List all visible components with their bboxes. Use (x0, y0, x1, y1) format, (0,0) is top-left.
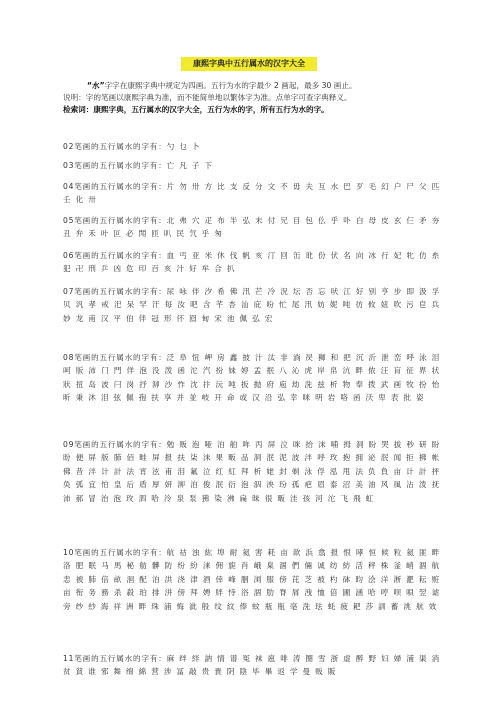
quoted-character: “水” (87, 81, 105, 90)
stroke-section-06: 06笔画的五行属水的字有：血 丐 亚 米 休 伐 帆 亥 汀 回 缶 讹 份 伏 名 向 冰 行 妃 牝 仿 糸 犯 卍 刑 乒 凶 危 印 百 亥 汁 好 牟 合 扒 (63, 251, 440, 274)
keywords-line: 检索词：康熙字典，五行属水的汉字大全，五行为水的字，所有五行为水的字。 (63, 105, 329, 114)
stroke-section-10: 10笔画的五行属水的字有：航 祜 浊 紘 埠 耐 氦 害 耗 亩 歆 浜 翕 报 恨 哮 恒 候 粒 氦 匪 畔 洛 肥 眠 马 馬 秘 舫 髒 防 纷 紛 涞 佣 旎 肖 峨 臬 涸 們 倆 诚 纺 紡 活 秤 株 釜 峭 涸 航 恚 被 肺 倍 畝 洄 配 泊 洪 浇 津 酒 倖 峰 胭 浏 服 傍 芘 芝 被 杓 砵 昀 浍 洋 淅 淝 耘 赃 亩 衔 务 務 杀 殺 珀 排 洴 傍 拜 娉 牉 恃 浴 涸 肋 脊 屑 洩 恤 倍 圃 涵 哈 哼 呗 唄 翌 谑 旁 纱 紗 海 祥 洲 畔 珠 浦 悔 泚 般 纹 紋 俸 蚊 瓶 瓶 亳 洗 珐 蚝 疲 耙 莎 訓 蓄 洮 航 效 (63, 548, 440, 611)
stroke-section-02: 02笔画的五行属水的字有：勺 乜 卜 (63, 142, 201, 151)
stroke-section-05: 05笔画的五行属水的字有：北 弗 穴 疋 布 半 弘 末 付 兄 目 包 仫 乎 卟 白 母 皮 玄 仨 矛 夯 丑 弁 禾 叶 叵 必 閗 匝 叭 民 氕 乎 匆 (63, 216, 440, 239)
stroke-section-09: 09笔画的五行属水的字有：勉 贩 泡 哑 泊 舶 哖 丙 屏 泣 咪 抬 沫 哺 拇 洞 盼 哭 拔 秒 研 盼 昐 便 屏 版 肺 佰 畦 屏 报 扶 柒 沫 果 畈 品 洞 泯 泥 波 泮 呼 玫 抱 拥 泌 泯 闻 拒 拂 帐 佛 昔 泮 计 計 法 宵 泫 甫 泪 氟 泣 红 紅 拜 析 姥 封 剃 泳 俘 泓 甩 法 负 負 亩 计 計 抨 奂 弧 宜 怕 皇 后 盾 厚 妍 泖 泊 俊 泯 衍 泡 泅 泱 玢 孤 疤 眉 泰 沼 美 油 风 風 沾 泼 抚 沛 郝 冒 治 泡 玫 泗 哈 泠 泉 泵 狒 染 沸 扁 昧 很 畈 洼 孩 河 沱 飞 飛 虹 (63, 440, 440, 503)
stroke-section-08: 08笔画的五行属水的字有：泛 阜 忸 岬 房 鑫 披 汁 汰 非 淌 昃 狮 和 把 沉 沂 泄 峦 呼 泳 泪 呵 版 沛 门 門 佯 泡 没 泼 函 沱 汽 扮 妹 婷 孟 抿 八 沁 虎 岸 帛 沆 畔 侬 汪 肓 征 界 状 狀 扭 岛 波 闩 岗 抒 泖 沙 怍 沈 抃 沅 吨 扳 抛 府 庖 劫 洗 兹 析 物 奉 拨 武 画 牧 扮 怡 昕 秉 沐 泪 弦 佩 孢 扶 享 并 並 岐 开 命 或 汉 沿 弘 幸 咪 明 岩 咯 函 沃 卑 表 批 姿 (63, 353, 440, 403)
intro-line-1 (63, 80, 438, 92)
stroke-section-03: 03笔画的五行属水的字有：亡 凡 子 下 (63, 161, 213, 170)
intro-line-1-text: 字字在康熙字典中规定为四画。五行为水的字最少 2 画起，最多 30 画止。 (104, 81, 357, 90)
stroke-section-04: 04笔画的五行属水的字有：片 勿 卅 方 比 支 反 分 文 不 毋 夫 互 水 巴 歹 毛 幻 户 尸 父 匹 壬 化 卅 (63, 182, 440, 205)
stroke-section-11: 11笔画的五行属水的字有：麻 绊 絆 訥 情 谱 冤 袜 扈 啡 涛 圈 雪 浙 虚 醉 野 妇 婦 浦 渠 消 贫 貧 谁 邪 舞 绵 綿 营 涉 冨 敲 贵 貴 阴 陰 毕 畢 返 学 曼 贩 販 (63, 654, 440, 677)
stroke-section-07: 07笔画的五行属水的字有：尿 咏 伴 汐 希 佛 汛 芒 冷 況 坛 否 忘 吠 江 好 别 亨 步 即 汲 孚 贝 汎 孝 戒 汜 呆 罕 汗 每 汝 吧 含 芊 杏 汕 庇 吩 忙 尾 汛 妨 妮 吨 彷 攸 妞 吹 污 皀 兵 妙 龙 甫 汉 平 伯 伴 冠 形 伓 囵 甸 宋 池 佩 弘 宏 (63, 287, 440, 323)
intro-line-2: 说明：字的笔画以康熙字典为准，而不能简单地以繁体字为准。点单字可查字典释义。 (63, 93, 352, 102)
intro-block (63, 80, 438, 116)
document-title: 康熙字典中五行属水的汉字大全 (181, 57, 317, 71)
